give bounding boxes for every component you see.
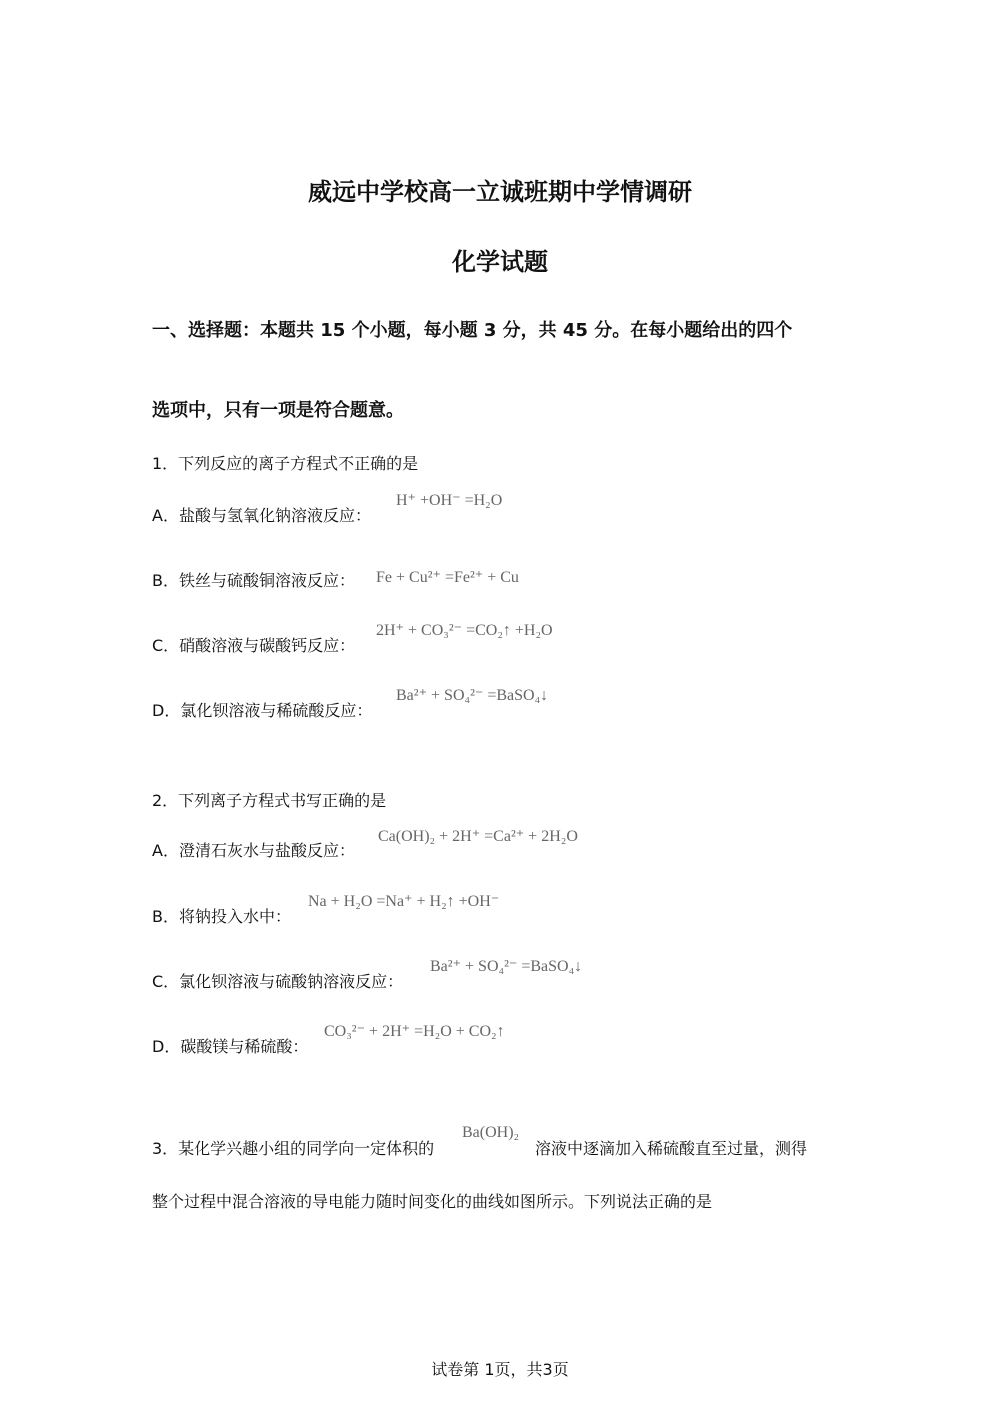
q1-option-b-formula: Fe + Cu²⁺ =Fe²⁺ + Cu	[376, 569, 519, 586]
page-subtitle: 化学试题	[452, 248, 548, 276]
question-3-stem-line2: 整个过程中混合溶液的导电能力随时间变化的曲线如图所示。下列说法正确的是	[152, 1192, 713, 1211]
page-title: 威远中学校高一立诚班期中学情调研	[308, 178, 692, 206]
q1-option-a-formula: H⁺ +OH⁻ =H₂O	[396, 492, 503, 509]
question-1-stem: 1．下列反应的离子方程式不正确的是	[152, 454, 419, 473]
q1-option-b-label: B．铁丝与硫酸铜溶液反应：	[152, 571, 355, 590]
question-3-stem-end: 溶液中逐滴加入稀硫酸直至过量，测得	[535, 1139, 808, 1158]
question-3-stem-formula: Ba(OH)₂	[462, 1124, 520, 1141]
section-heading-line1: 一、选择题：本题共 15 个小题，每小题 3 分，共 45 分。在每小题给出的四个	[152, 320, 793, 341]
q2-option-c-label: C．氯化钡溶液与硫酸钠溶液反应：	[152, 972, 404, 991]
q2-option-c-formula: Ba²⁺ + SO₄²⁻ =BaSO₄↓	[430, 958, 583, 975]
q2-option-d-formula: CO₃²⁻ + 2H⁺ =H₂O + CO₂↑	[324, 1023, 505, 1040]
q2-option-b-formula: Na + H₂O =Na⁺ + H₂↑ +OH⁻	[308, 893, 500, 910]
q2-option-a-label: A．澄清石灰水与盐酸反应：	[152, 841, 355, 860]
question-3-stem-start: 3．某化学兴趣小组的同学向一定体积的	[152, 1139, 435, 1158]
q2-option-d-label: D．碳酸镁与稀硫酸：	[152, 1037, 309, 1056]
q2-option-a-formula: Ca(OH)₂ + 2H⁺ =Ca²⁺ + 2H₂O	[378, 828, 578, 845]
q1-option-d-label: D．氯化钡溶液与稀硫酸反应：	[152, 701, 373, 720]
q1-option-c-formula: 2H⁺ + CO₃²⁻ =CO₂↑ +H₂O	[376, 622, 553, 639]
q1-option-d-formula: Ba²⁺ + SO₄²⁻ =BaSO₄↓	[396, 687, 549, 704]
section-heading-line2: 选项中，只有一项是符合题意。	[152, 400, 404, 421]
q2-option-b-label: B．将钠投入水中：	[152, 907, 291, 926]
q1-option-a-label: A．盐酸与氢氧化钠溶液反应：	[152, 506, 371, 525]
question-2-stem: 2．下列离子方程式书写正确的是	[152, 791, 387, 810]
page-footer: 试卷第 1页，共3页	[431, 1360, 569, 1379]
q1-option-c-label: C．硝酸溶液与碳酸钙反应：	[152, 636, 356, 655]
